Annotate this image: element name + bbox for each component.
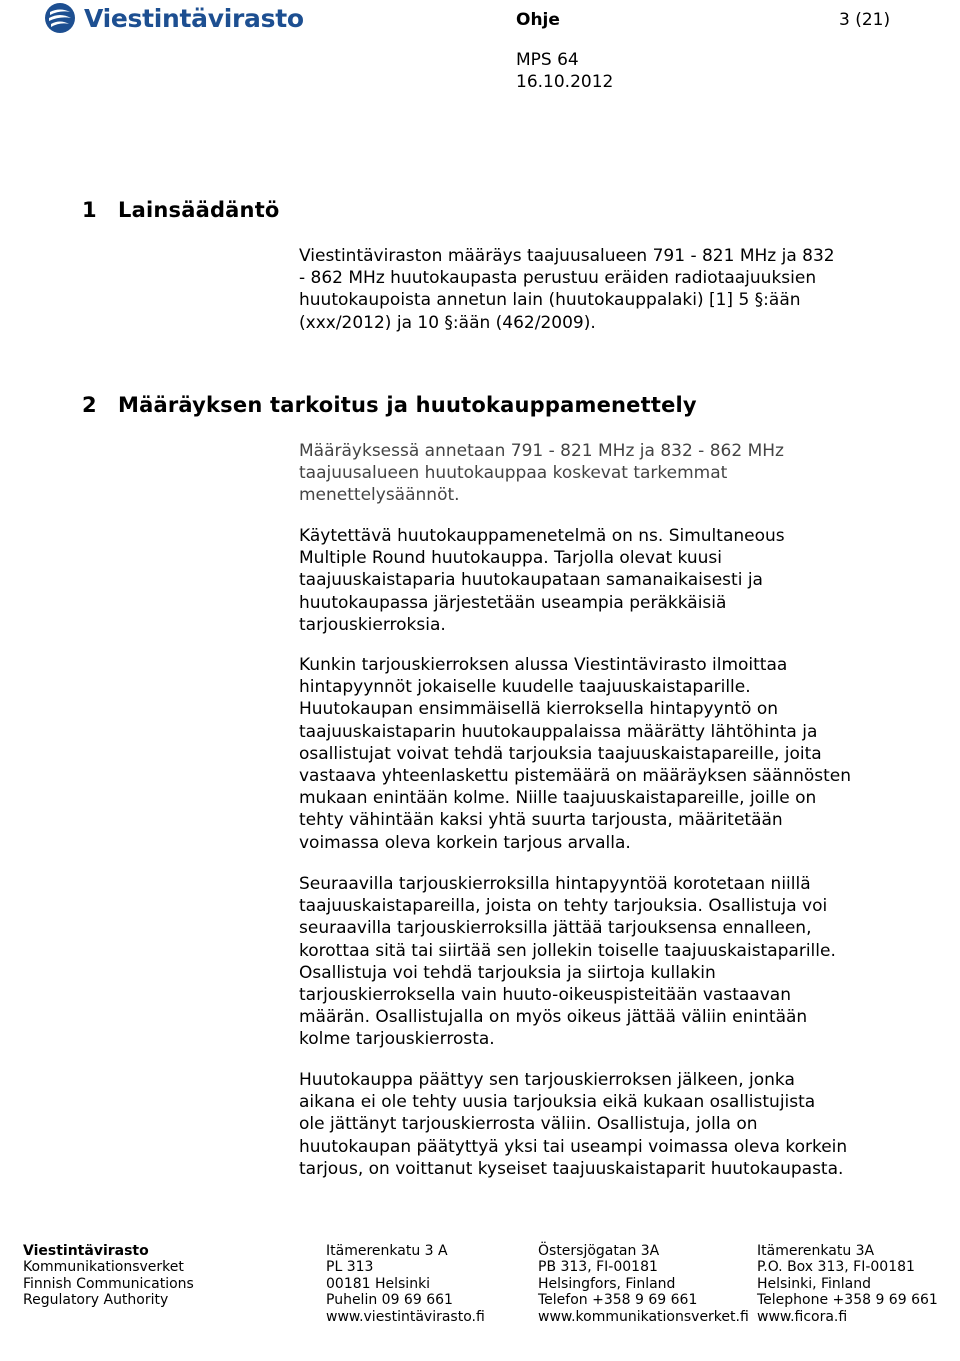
footer-line: PL 313 [326,1259,374,1276]
text-line: tarjouskierroksia. [299,614,446,635]
text-line: menettelysäännöt. [299,485,460,506]
text-line: Multiple Round huutokauppa. Tarjolla olevat kuusi [299,548,723,569]
text-line: ole jättänyt tarjouskierrosta väliin. Osallistuja, jolla on [299,1114,758,1135]
text-line: Osallistuja voi tehdä tarjouksia ja siirtoja kullakin [299,962,716,983]
footer-line: Puhelin 09 69 661 [326,1292,453,1309]
text-line: Kunkin tarjouskierroksen alussa Viestintävirasto ilmoittaa [299,655,788,675]
footer-website-link[interactable]: www.viestintävirasto.fi [326,1308,485,1325]
text-line: määrän. Osallistujalla on myös oikeus jättää väliin enintään [299,1007,808,1028]
footer-line: PB 313, FI-00181 [538,1259,658,1276]
text-line: huutokaupan päätyttyä yksi tai useampi voimassa oleva korkein [299,1136,848,1157]
text-line: Huutokauppa päättyy sen tarjouskierroksen jälkeen, jonka [299,1070,795,1090]
viestintavirasto-logo-icon [44,2,76,34]
document-id: MPS 64 [516,50,579,70]
text-line: Viestintäviraston määräys taajuusalueen 791 - 821 MHz ja 832 [299,246,835,266]
section-1-paragraph-1 [299,245,835,334]
footer-line: Kommunikationsverket [23,1259,184,1276]
footer-line: Finnish Communications [23,1275,194,1292]
text-line: tehty vähintään kaksi yhtä suurta tarjousta, määritetään [299,810,783,831]
agency-logo [44,2,304,34]
section-2-paragraph-2 [299,525,785,636]
text-line: mukaan enintään kolme. Niille taajuuskaistapareille, joille on [299,788,817,809]
footer-column-swedish [538,1243,749,1325]
text-line: taajuuskaistapareilla, joista on tehty tarjouksia. Osallistuja voi [299,896,828,917]
footer-line: 00181 Helsinki [326,1275,431,1292]
section-number: 1 [82,198,97,222]
section-2-paragraph-4 [299,873,836,1051]
footer-website-link[interactable]: www.kommunikationsverket.fi [538,1308,749,1325]
text-line: Käytettävä huutokauppamenetelmä on ns. Simultaneous [299,526,785,546]
text-line: seuraavilla tarjouskierroksilla jättää tarjouksensa ennalleen, [299,918,812,939]
footer-line: P.O. Box 313, FI-00181 [757,1259,915,1276]
document-type: Ohje [516,10,560,30]
text-line: Huutokaupan ensimmäisellä kierroksella hintapyyntö on [299,699,779,720]
footer-line: Helsingfors, Finland [538,1275,676,1292]
footer-line: Telephone +358 9 69 661 [757,1292,938,1309]
text-line: taajuusalueen huutokauppaa koskevat tarkemmat [299,463,728,484]
text-line: Seuraavilla tarjouskierroksilla hintapyyntöä korotetaan niillä [299,874,811,894]
logo-text: Viestintävirasto [84,3,304,33]
section-2-paragraph-5 [299,1069,847,1180]
footer-column-finnish [326,1243,485,1325]
text-line: osallistujat voivat tehdä tarjouksia taajuuskaistapareille, joita [299,743,822,764]
text-line: (xxx/2012) ja 10 §:ään (462/2009). [299,312,596,333]
footer-line: Telefon +358 9 69 661 [538,1292,698,1309]
section-title: Määräyksen tarkoitus ja huutokauppamenettely [118,393,697,417]
footer-line: Regulatory Authority [23,1292,169,1309]
section-number: 2 [82,393,97,417]
footer-line: Itämerenkatu 3A [757,1243,875,1259]
footer-agency-name: Viestintävirasto [23,1243,149,1259]
text-line: korottaa sitä tai siirtää sen jollekin toiselle taajuuskaistaparille. [299,940,836,961]
text-line: - 862 MHz huutokaupasta perustuu eräiden radiotaajuuksien [299,268,817,289]
text-line: huutokaupassa järjestetään useampia peräkkäisiä [299,592,727,613]
text-line: tarjouskierroksella vain huuto-oikeuspisteitään vastaavan [299,985,791,1006]
document-date: 16.10.2012 [516,72,614,92]
text-line: aikana ei ole tehty uusia tarjouksia eikä kukaan osallistujista [299,1092,816,1113]
text-line: Määräyksessä annetaan 791 - 821 MHz ja 832 - 862 MHz [299,441,784,461]
text-line: huutokaupoista annetun lain (huutokauppalaki) [1] 5 §:ään [299,290,801,311]
text-line: hintapyynnöt jokaiselle kuudelle taajuuskaistaparille. [299,677,751,698]
section-1-heading [82,198,280,222]
section-2-paragraph-3 [299,654,851,854]
text-line: voimassa oleva korkein tarjous arvalla. [299,832,631,853]
footer-website-link[interactable]: www.ficora.fi [757,1308,848,1325]
page-number: 3 (21) [839,10,891,30]
text-line: taajuuskaistaparia huutokaupataan samanaikaisesti ja [299,570,763,591]
section-2-heading [82,393,697,417]
footer-line: Östersjögatan 3A [538,1243,660,1259]
section-2-paragraph-1 [299,440,784,507]
text-line: kolme tarjouskierrosta. [299,1029,495,1050]
text-line: taajuuskaistaparin huutokauppalaissa määrätty lähtöhinta ja [299,721,818,742]
text-line: tarjous, on voittanut kyseiset taajuuskaistaparit huutokaupasta. [299,1158,844,1179]
text-line: vastaava yhteenlaskettu pistemäärä on määräyksen säännösten [299,766,851,787]
section-title: Lainsäädäntö [118,198,280,222]
footer-column-english [757,1243,938,1325]
footer-column-agency [23,1243,194,1309]
footer-line: Itämerenkatu 3 A [326,1243,448,1259]
footer-line: Helsinki, Finland [757,1275,872,1292]
